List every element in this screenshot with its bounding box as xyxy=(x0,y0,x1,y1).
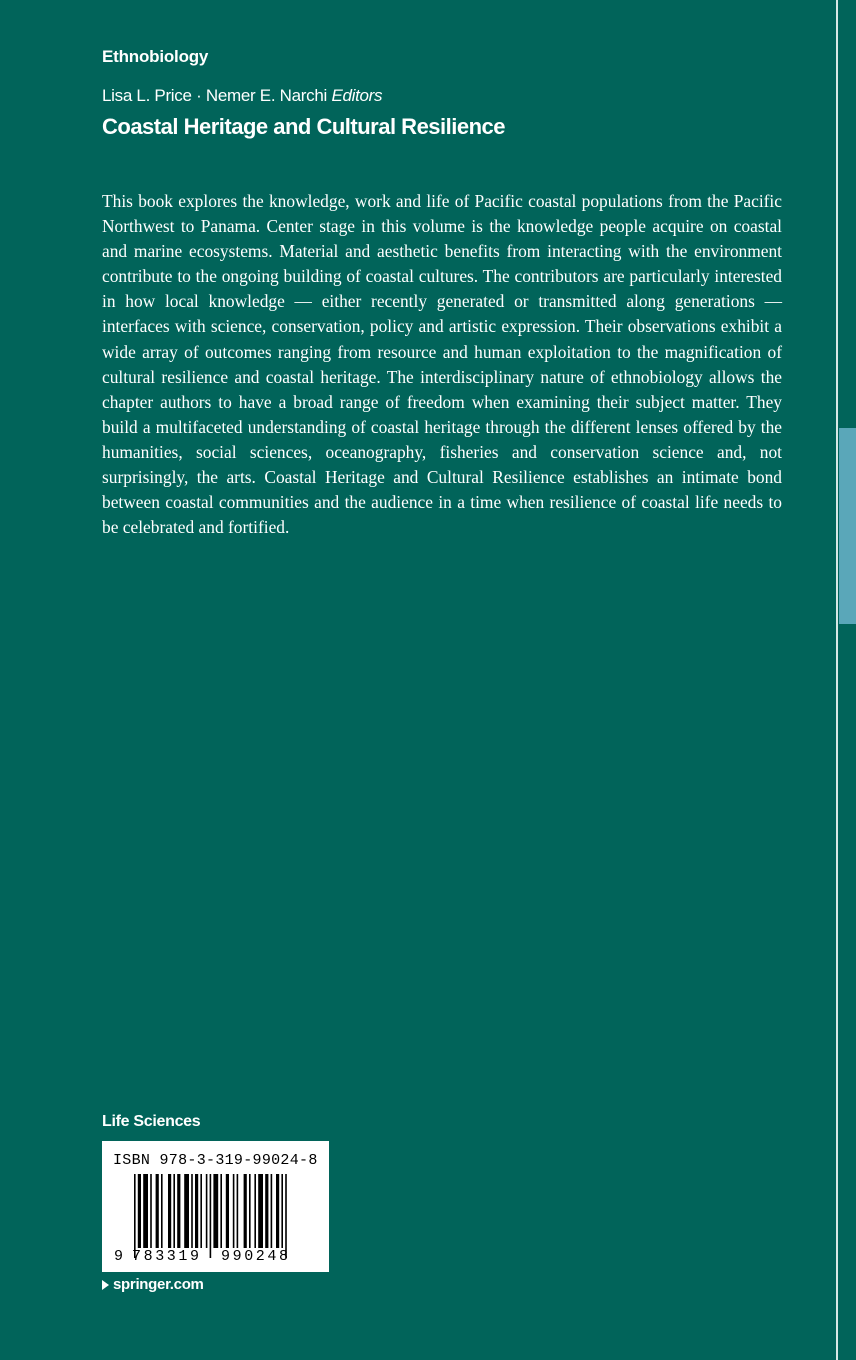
spine-color-band xyxy=(839,428,856,624)
barcode-bar xyxy=(254,1174,256,1248)
barcode-bar xyxy=(244,1174,247,1248)
editor-names: Lisa L. Price · Nemer E. Narchi xyxy=(102,86,327,105)
barcode-bar xyxy=(191,1174,193,1248)
book-description: This book explores the knowledge, work and life of Pacific coastal populations from the Pacific Northwest to Panama. Center stage in this volume is the knowledge people acquire on coastal and marine ecosystems. Material and aesthetic benefits from interacting with the environment contribute to the ongoing building of coastal cultures. The contributors are particularly interested in how local knowledge — either recently generated or transmitted along generations — interfaces with science, conservation, policy and artistic expression. Their observations exhibit a wide array of outcomes ranging from resource and human exploitation to the magnification of cultural resilience and coastal heritage. The interdisciplinary nature of ethnobiology allows the chapter authors to have a broad range of freedom when examining their subject matter. They build a multifaceted understanding of coastal heritage through the different lenses offered by the humanities, social sciences, oceanography, fisheries and conservation science and, not surprisingly, the arts. Coastal Heritage and Cultural Resilience establishes an intimate bond between coastal communities and the audience in a time when resilience of coastal life needs to be celebrated and fortified. xyxy=(102,191,782,538)
subject-category: Life Sciences xyxy=(102,1113,201,1130)
barcode-bar xyxy=(210,1174,212,1258)
barcode-bar xyxy=(200,1174,202,1248)
barcode-bar xyxy=(150,1174,152,1248)
barcode-bar xyxy=(258,1174,263,1248)
editors-role: Editors xyxy=(331,86,383,105)
barcode-bar xyxy=(265,1174,268,1248)
barcode-bar xyxy=(173,1174,175,1248)
barcode-bar xyxy=(177,1174,180,1248)
arrow-right-icon xyxy=(102,1280,109,1290)
barcode-digits-left: 783319 xyxy=(132,1248,202,1265)
barcode-panel xyxy=(102,1141,329,1272)
editors-line xyxy=(102,86,382,106)
series-name: Ethnobiology xyxy=(102,47,209,66)
spine-edge xyxy=(836,0,856,1360)
barcode-bar xyxy=(249,1174,251,1248)
barcode-bar xyxy=(195,1174,198,1248)
barcode-bar xyxy=(156,1174,159,1248)
barcode-bar xyxy=(281,1174,283,1248)
barcode-bar xyxy=(138,1174,141,1248)
barcode-bar xyxy=(271,1174,273,1248)
barcode-bar xyxy=(143,1174,148,1248)
barcode-digit-lead: 9 xyxy=(114,1248,124,1265)
barcode-bar xyxy=(134,1174,136,1258)
barcode-bar xyxy=(161,1174,163,1248)
barcode-bar xyxy=(285,1174,287,1258)
publisher-link[interactable] xyxy=(102,1276,204,1293)
barcode-bar xyxy=(226,1174,229,1248)
barcode-digits-right: 990248 xyxy=(221,1248,291,1265)
barcode-bar xyxy=(168,1174,171,1248)
barcode-bar xyxy=(237,1174,239,1248)
barcode-bar xyxy=(276,1174,279,1248)
barcode-bar xyxy=(233,1174,235,1248)
barcode-digits xyxy=(102,1248,329,1268)
barcode-bar xyxy=(184,1174,189,1248)
barcode-bar xyxy=(206,1174,208,1248)
spine-divider xyxy=(836,0,838,1360)
publisher-link-label[interactable]: springer.com xyxy=(113,1276,204,1293)
barcode-bar xyxy=(213,1174,218,1248)
barcode-bar xyxy=(220,1174,222,1248)
book-title: Coastal Heritage and Cultural Resilience xyxy=(102,114,506,139)
isbn-label: ISBN 978-3-319-99024-8 xyxy=(113,1152,318,1169)
